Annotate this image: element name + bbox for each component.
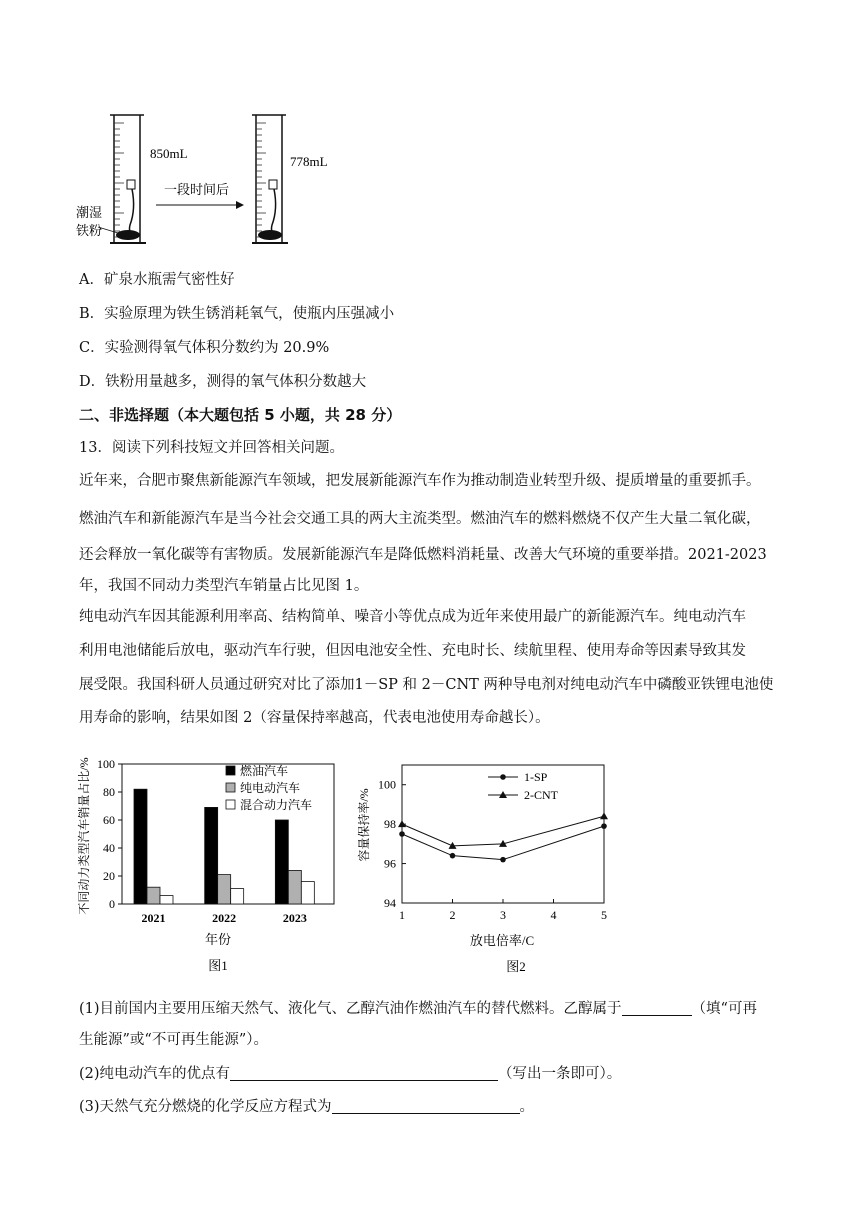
fig2-legend-marker xyxy=(500,774,506,780)
fig1-legend-label: 纯电动汽车 xyxy=(240,781,301,795)
fig1-bar xyxy=(231,889,244,904)
fig2-point xyxy=(601,823,607,829)
fig1-bar xyxy=(134,789,147,904)
fig1-bar xyxy=(205,807,218,904)
fig1-xtick-label: 2021 xyxy=(141,911,166,925)
fig2-xtick-label: 1 xyxy=(399,908,405,922)
fig2-ytick-label: 98 xyxy=(384,817,396,832)
fig1-xtick-label: 2023 xyxy=(282,911,307,925)
fig1-bar xyxy=(301,882,314,904)
arrow-text: 一段时间后 xyxy=(164,182,230,197)
fig1-legend-swatch xyxy=(226,783,235,792)
fig2-xtick-label: 4 xyxy=(550,908,557,922)
sub1-line2: 生能源”或“不可再生能源”）。 xyxy=(79,1032,268,1048)
fig2-point xyxy=(450,853,456,859)
fig1-ytick-label: 20 xyxy=(103,869,115,883)
q13-p2-line1: 纯电动汽车因其能源利用率高、结构简单、噪音小等优点成为近年来使用最广的新能源汽车。纯电动汽车 xyxy=(79,609,746,625)
section-title: 二、非选择题（本大题包括 5 小题，共 28 分） xyxy=(79,406,402,424)
fig1-ytick-label: 100 xyxy=(97,757,115,771)
fig2-point xyxy=(399,831,405,837)
fig2-point xyxy=(600,812,608,819)
option-a: A．矿泉水瓶需气密性好 xyxy=(79,272,235,288)
label-850ml: 850mL xyxy=(150,146,188,161)
sub3-line xyxy=(79,1097,534,1117)
fig2-ytick-label: 96 xyxy=(384,856,396,871)
fig1-legend-label: 混合动力汽车 xyxy=(240,798,313,812)
figure-2-line-chart xyxy=(350,755,630,980)
sub1-line1 xyxy=(79,999,757,1019)
fig1-legend-label: 燃油汽车 xyxy=(240,764,289,778)
q13-p1-line1: 近年来，合肥市聚焦新能源汽车领域，把发展新能源汽车作为推动制造业转型升级、提质增量的重要抓手。 xyxy=(79,473,761,489)
q13-p1-line3: 还会释放一氧化碳等有害物质。发展新能源汽车是降低燃料消耗量、改善大气环境的重要举措。2021-2023 xyxy=(79,547,767,563)
left-cylinder xyxy=(98,115,146,243)
fig2-xtick-label: 2 xyxy=(449,908,456,922)
fig1-ytick-label: 40 xyxy=(103,841,115,855)
fig1-ylabel: 不同动力类型汽车销量占比/% xyxy=(77,757,91,915)
fig2-caption: 图2 xyxy=(506,959,526,974)
right-cylinder xyxy=(252,115,288,243)
fig1-xlabel: 年份 xyxy=(204,932,232,947)
fig2-ytick-label: 94 xyxy=(384,896,396,910)
fig2-ytick-label: 100 xyxy=(378,777,396,792)
q13-p1-line2: 燃油汽车和新能源汽车是当今社会交通工具的两大主流类型。燃油汽车的燃料燃烧不仅产生大量二氧化碳， xyxy=(79,511,761,527)
q13-p1-line4: 年，我国不同动力类型汽车销量占比见图 1。 xyxy=(79,578,369,594)
option-c: C．实验测得氧气体积分数约为 20.9% xyxy=(79,340,330,356)
q13-p2-line3: 展受限。我国科研人员通过研究对比了添加1－SP 和 2－CNT 两种导电剂对纯电动汽车中磷酸亚铁锂电池使 xyxy=(79,677,774,693)
fig1-bar xyxy=(147,887,160,904)
fig1-bar xyxy=(288,870,301,904)
sub3-answer-blank[interactable] xyxy=(332,1097,520,1114)
fig2-legend-label: 1-SP xyxy=(524,770,548,784)
fig1-bar xyxy=(160,896,173,904)
sub2-text-a: (2)纯电动汽车的优点有 xyxy=(79,1066,231,1082)
sub3-text-b: 。 xyxy=(519,1099,535,1115)
q13-p2-line2: 利用电池储能后放电，驱动汽车行驶，但因电池安全性、充电时长、续航里程、使用寿命等因素导致其发 xyxy=(79,643,746,659)
figure-1-bar-chart xyxy=(72,748,342,980)
sub1-text-a: (1)目前国内主要用压缩天然气、液化气、乙醇汽油作燃油汽车的替代燃料。乙醇属于 xyxy=(79,1001,622,1017)
option-d: D．铁粉用量越多，测得的氧气体积分数越大 xyxy=(79,374,367,390)
fig1-bar xyxy=(275,820,288,904)
q13-p2-line4: 用寿命的影响，结果如图 2（容量保持率越高，代表电池使用寿命越长）。 xyxy=(79,710,550,726)
sub2-answer-blank[interactable] xyxy=(230,1064,498,1081)
fig2-plot-frame xyxy=(402,765,604,903)
label-778ml: 778mL xyxy=(290,154,328,169)
sub1-answer-blank[interactable] xyxy=(622,999,692,1016)
fig1-legend-swatch xyxy=(226,800,235,809)
option-b: B．实验原理为铁生锈消耗氧气，使瓶内压强减小 xyxy=(79,306,395,322)
fig1-bar xyxy=(218,875,231,904)
sub3-text-a: (3)天然气充分燃烧的化学反应方程式为 xyxy=(79,1099,332,1115)
sub1-text-b: （填“可再 xyxy=(691,1001,757,1017)
sub2-text-b: （写出一条即可）。 xyxy=(498,1066,622,1082)
fig1-xtick-label: 2022 xyxy=(212,911,237,925)
sub2-line xyxy=(79,1064,621,1084)
fig2-point xyxy=(500,857,506,863)
fig1-legend-swatch xyxy=(226,766,235,775)
q13-intro: 13．阅读下列科技短文并回答相关问题。 xyxy=(79,440,344,456)
iron-label-1: 潮湿 xyxy=(76,205,103,220)
fig2-legend-label: 2-CNT xyxy=(524,788,558,802)
fig2-xtick-label: 5 xyxy=(601,908,607,922)
fig1-ytick-label: 0 xyxy=(109,897,115,911)
fig1-ytick-label: 80 xyxy=(103,785,115,799)
fig2-xtick-label: 3 xyxy=(500,908,506,922)
apparatus-figure xyxy=(70,105,370,265)
iron-label-2: 铁粉 xyxy=(76,223,103,238)
fig2-xlabel: 放电倍率/C xyxy=(469,933,535,948)
fig1-ytick-label: 60 xyxy=(103,813,115,827)
fig2-ylabel: 容量保持率/% xyxy=(357,788,371,862)
fig1-caption: 图1 xyxy=(208,958,228,973)
